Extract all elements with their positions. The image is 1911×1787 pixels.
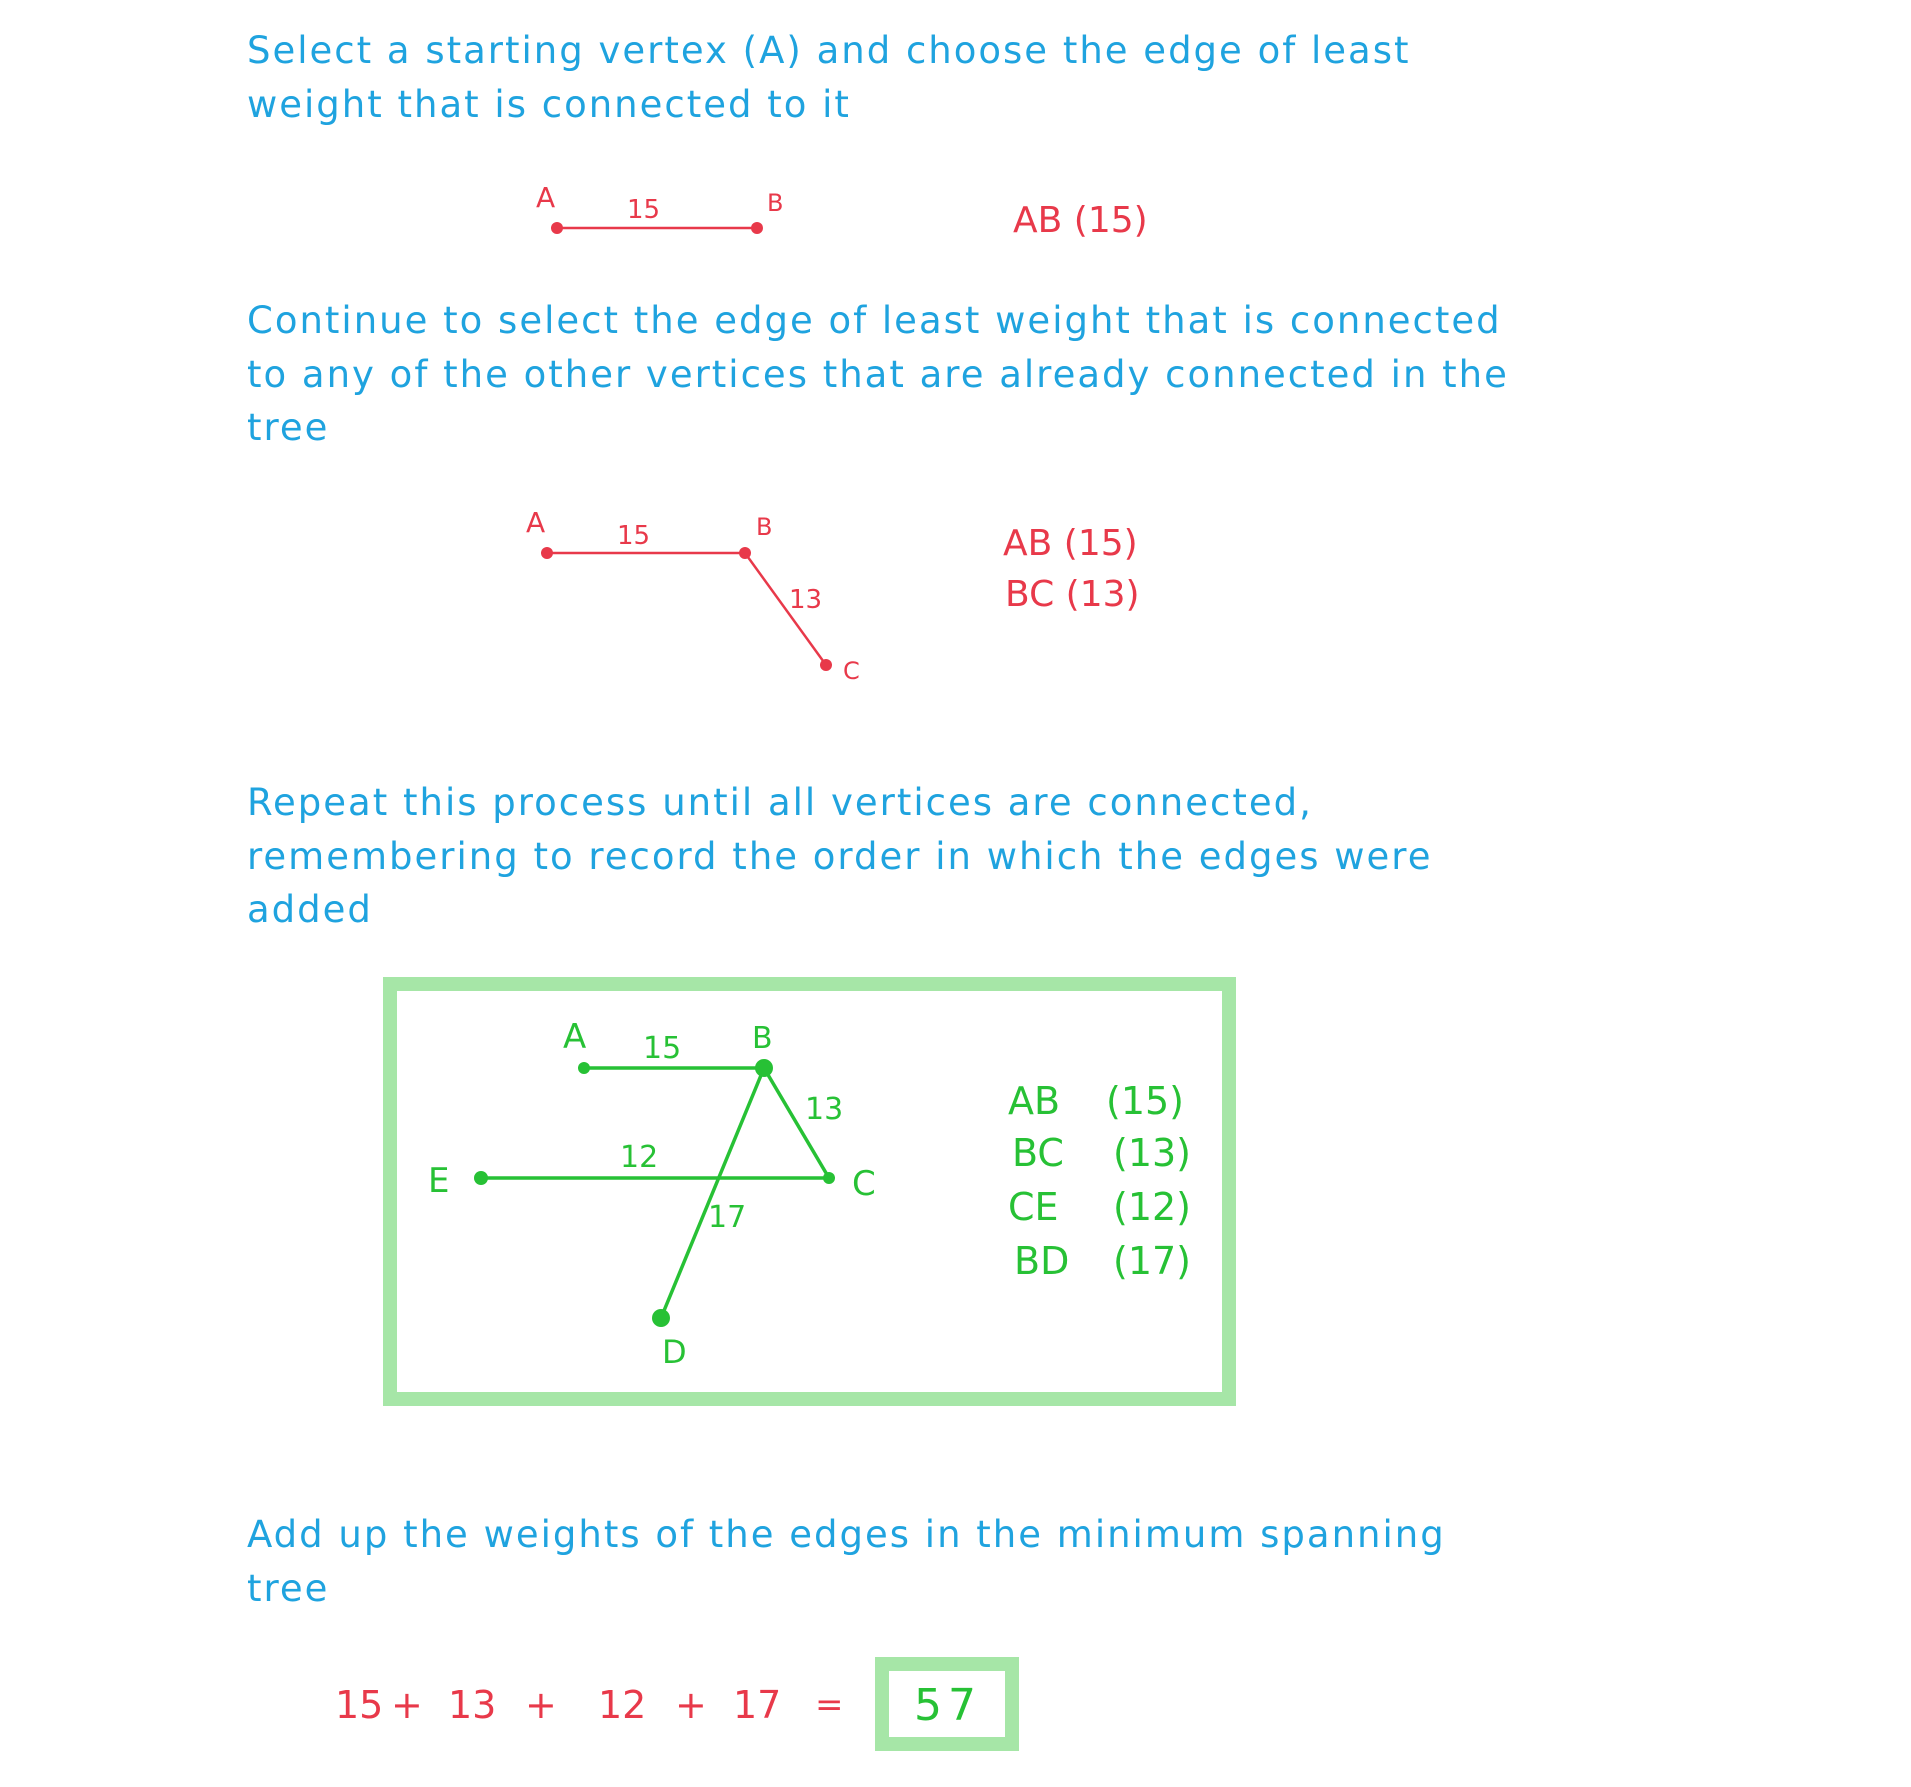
record-edge-3: CE — [1008, 1185, 1059, 1229]
sum-total: 57 — [914, 1680, 982, 1731]
sum-term-4: 17 — [733, 1683, 782, 1727]
record-weight-3: (12) — [1113, 1185, 1192, 1229]
vertex-a — [578, 1062, 590, 1074]
sum-term-2: 13 — [448, 1683, 497, 1727]
edge-weight-bc: 13 — [789, 585, 823, 615]
edge-weight-ab: 15 — [617, 521, 651, 551]
vertex-label-b: B — [752, 1021, 773, 1056]
record-weight-4: (17) — [1113, 1239, 1192, 1283]
record-edge-4: BD — [1014, 1239, 1070, 1283]
record-edge-2: BC — [1012, 1131, 1064, 1175]
instruction-step-1: Select a starting vertex (A) and choose the edge of least weight that is connected to it — [247, 29, 1411, 126]
vertex-label-a: A — [563, 1017, 587, 1057]
vertex-a — [541, 547, 553, 559]
vertex-label-b: B — [767, 189, 784, 217]
sum-plus-2: + — [525, 1683, 557, 1727]
diagram-3 — [390, 984, 1229, 1399]
sum-plus-3: + — [675, 1683, 707, 1727]
vertex-label-c: C — [852, 1164, 876, 1204]
vertex-d — [652, 1309, 670, 1327]
vertex-b — [755, 1059, 773, 1077]
vertex-e — [474, 1171, 488, 1185]
vertex-b — [739, 547, 751, 559]
record-line-1: AB (15) — [1013, 200, 1148, 241]
vertex-a — [551, 222, 563, 234]
vertex-c — [820, 659, 832, 671]
record-line-2: BC (13) — [1005, 574, 1140, 615]
record-edge-1: AB — [1008, 1079, 1061, 1123]
sum-equals: = — [815, 1685, 844, 1725]
vertex-b — [751, 222, 763, 234]
vertex-c — [823, 1172, 835, 1184]
edge-weight-ec: 12 — [620, 1140, 659, 1175]
edge-weight-ab: 15 — [643, 1031, 682, 1066]
sum-equation — [335, 1664, 1012, 1744]
instruction-step-4: Add up the weights of the edges in the minimum spanning tree — [247, 1513, 1446, 1610]
edge-bd — [661, 1068, 764, 1318]
sum-term-1: 15 — [335, 1683, 384, 1727]
edge-weight-bc: 13 — [805, 1092, 844, 1127]
diagram-1 — [536, 181, 1148, 241]
vertex-label-a: A — [536, 181, 556, 214]
diagram-2 — [526, 506, 1140, 685]
vertex-label-c: C — [843, 657, 860, 685]
edge-weight-bd: 17 — [708, 1200, 747, 1235]
record-weight-1: (15) — [1106, 1079, 1185, 1123]
record-weight-2: (13) — [1113, 1131, 1192, 1175]
sum-plus-1: + — [391, 1683, 423, 1727]
instruction-step-2: Continue to select the edge of least weight that is connected to any of the other vertices that are already connected in the tree — [247, 299, 1509, 450]
result-frame — [390, 984, 1229, 1399]
vertex-label-e: E — [428, 1161, 450, 1201]
sum-term-3: 12 — [598, 1683, 647, 1727]
instruction-step-3: Repeat this process until all vertices are connected, remembering to record the order in which the edges were added — [247, 781, 1433, 932]
record-line-1: AB (15) — [1003, 523, 1138, 564]
vertex-label-b: B — [756, 513, 773, 541]
vertex-label-d: D — [662, 1333, 687, 1371]
vertex-label-a: A — [526, 506, 546, 539]
edge-weight-ab: 15 — [627, 195, 661, 225]
